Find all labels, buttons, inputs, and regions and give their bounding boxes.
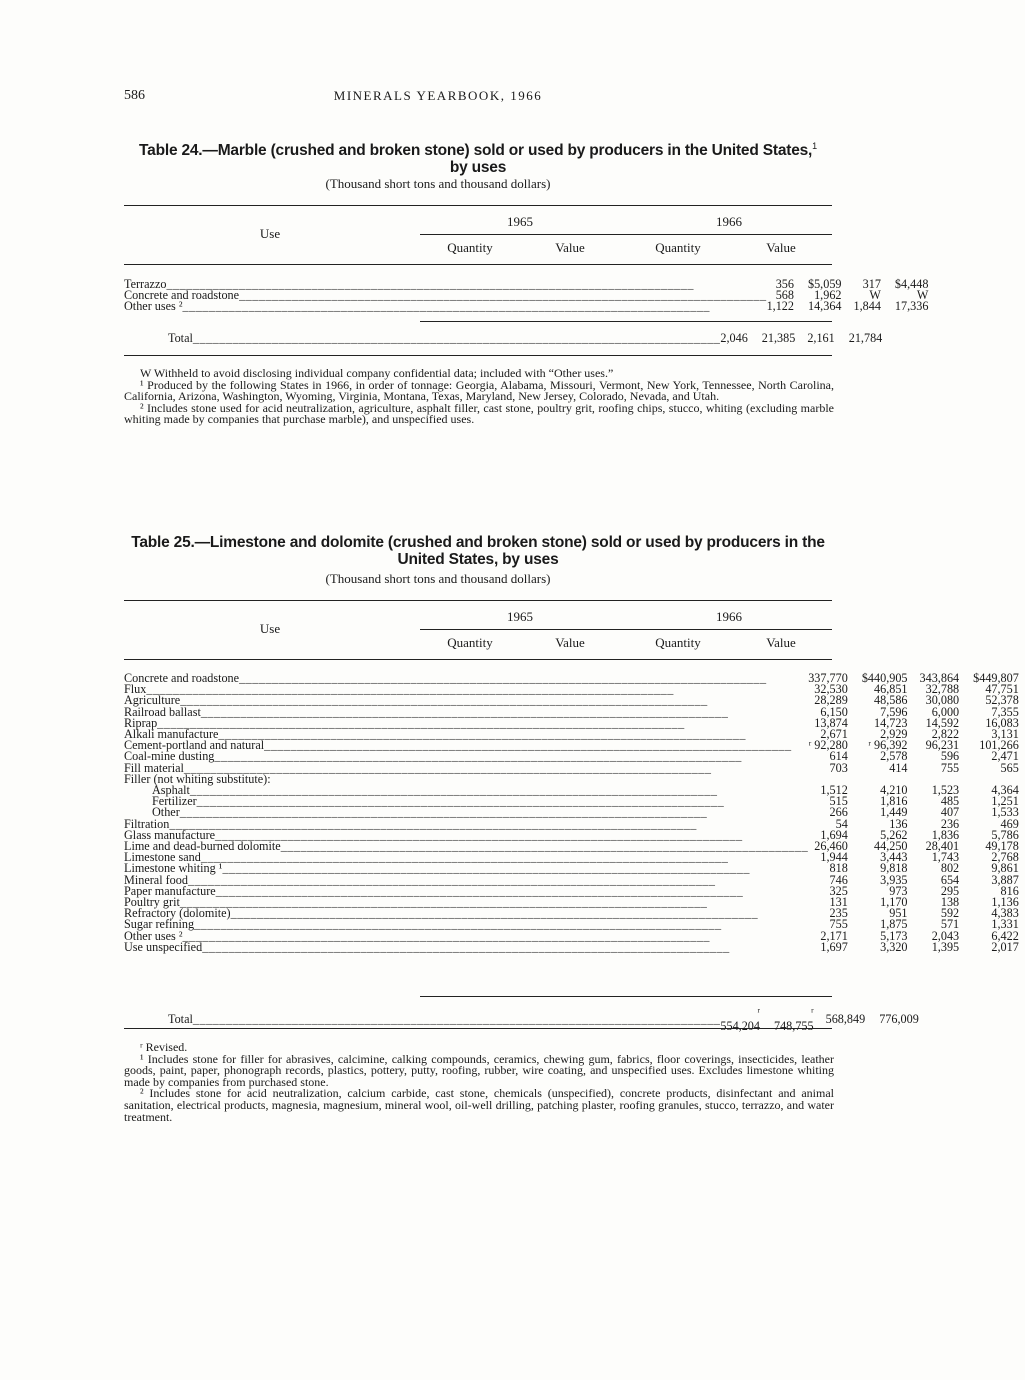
table25-quantity-1966: 568,849: [825, 1012, 866, 1026]
table25-quantity-1965: 818: [829, 861, 848, 876]
table25-quantity-1966: 1,523: [931, 783, 960, 798]
table25-value-1965: $440,905: [861, 671, 908, 685]
table25-quantity-1966: 1,395: [931, 939, 960, 954]
table25-quantity-1966: 592: [940, 906, 960, 921]
table25-use-label: Fertilizer: [152, 794, 197, 809]
table25-title-line1: Table 25.—Limestone and dolomite (crushed and broken stone) sold or used by producers in the: [131, 534, 825, 551]
table25-year-rule: [420, 629, 832, 630]
leader-dots: ________________________________________________________________________________: [202, 939, 730, 954]
table25-use-label: Alkali manufacture: [124, 727, 219, 742]
table25-use-label: Other: [152, 805, 180, 820]
table25-quantity-1965: 325: [829, 883, 848, 898]
table24-value-1966: W: [916, 288, 929, 303]
table25-value-1965: 3,320: [880, 939, 908, 954]
table24-v66-header: Value: [766, 240, 796, 255]
table25-value-1966: 101,266: [979, 738, 1019, 753]
leader-dots: ________________________________________________________________________________: [146, 682, 674, 697]
table25-quantity-1966: 1,836: [931, 827, 960, 842]
table25-use-label: Mineral food: [124, 872, 188, 887]
table25-use-label: Total: [168, 1012, 193, 1026]
table25-quantity-1965: 26,460: [814, 839, 848, 854]
table24-quantity-1965: 568: [775, 288, 794, 303]
table25-quantity-1965: 746: [829, 872, 848, 887]
table25-value-1965: 3,935: [880, 872, 908, 887]
table24-title: [120, 138, 836, 176]
table25-quantity-1965: 1,694: [820, 827, 848, 842]
table25-value-1966: 6,422: [991, 928, 1019, 943]
table25-bottom-rule: [124, 1028, 832, 1029]
table25-use-label: Glass manufacture: [124, 827, 216, 842]
table24-value-1965: 21,385: [761, 331, 796, 345]
table24-total-row: [124, 331, 888, 345]
leader-dots: ________________________________________________________________________________: [194, 917, 722, 932]
table25-footnote: ʳ Revised.: [140, 1040, 188, 1054]
table25-use-label: Limestone whiting ¹: [124, 861, 223, 876]
table25-quantity-1966: 96,231: [925, 738, 960, 753]
table25-quantity-1965: 2,171: [820, 928, 848, 943]
table24-header-rule: [124, 264, 832, 265]
table25-quantity-1965: 28,289: [814, 693, 848, 708]
table25-quantity-1965: 337,770: [808, 671, 848, 685]
table24-quantity-1965: 356: [775, 277, 794, 291]
table25-quantity-1965: 515: [829, 794, 848, 809]
table25-value-1966: 49,178: [985, 839, 1019, 854]
table25-quantity-1965: 1,944: [820, 850, 848, 865]
table25-total-rule: [420, 996, 832, 997]
table25-value-1966: 4,383: [991, 906, 1019, 921]
table25-quantity-1965: 13,874: [814, 715, 848, 730]
table25-quantity-1966: 596: [940, 749, 960, 764]
leader-dots: ________________________________________________________________________________: [179, 895, 708, 910]
table24-use-header: Use: [259, 226, 281, 241]
table25-value-1966: 816: [1000, 883, 1019, 898]
table24-use-label: Concrete and roadstone: [124, 288, 240, 303]
table25-value-1966: 469: [1000, 816, 1019, 831]
table24-q66-header: Quantity: [655, 240, 701, 255]
table24-footnotes: [124, 368, 834, 426]
table25-use-label: Filler (not whiting substitute):: [124, 771, 271, 786]
table25-quantity-1965: ʳ 554,204: [720, 1005, 760, 1033]
table25-value-1965: 1,170: [880, 895, 908, 910]
table25-quantity-1966: 30,080: [925, 693, 960, 708]
table25-value-1966: 4,364: [991, 783, 1019, 798]
table25-value-1965: 414: [889, 760, 908, 775]
leader-dots: ________________________________________________________________________________: [200, 850, 729, 865]
table25-year1-header: 1965: [507, 609, 533, 624]
table25-value-1965: 5,173: [880, 928, 908, 943]
leader-dots: ________________________________________________________________________________: [169, 816, 697, 831]
table25-use-label: Poultry grit: [124, 895, 180, 910]
table24-year1-header: 1965: [507, 214, 533, 229]
table25-quantity-1965: 266: [829, 805, 848, 820]
table25-header-rule: [124, 659, 832, 660]
table25-row: [124, 942, 1025, 953]
table24-quantity-1965: 2,046: [720, 331, 748, 345]
table25-value-1966: 1,331: [991, 917, 1019, 932]
table25-use-label: Sugar refining: [124, 917, 195, 932]
table24-total-rule: [420, 321, 832, 322]
running-head: MINERALS YEARBOOK, 1966: [333, 88, 543, 103]
table25-quantity-1966: 343,864: [919, 671, 960, 685]
table24-quantity-1966: 1,844: [853, 299, 881, 314]
table25-value-1965: 3,443: [880, 850, 908, 865]
table24-quantity-1965: 1,122: [766, 299, 794, 314]
table25-quantity-1966: 6,000: [931, 704, 960, 719]
table24-value-1966: 17,336: [894, 299, 929, 314]
table25-quantity-1965: 755: [829, 917, 848, 932]
leader-dots: ________________________________________________________________________________: [200, 704, 729, 719]
table25-quantity-1965: 54: [835, 816, 848, 831]
table25-v66-header: Value: [766, 635, 796, 650]
table25-footnotes: [124, 1042, 834, 1123]
table25-quantity-1966: 802: [940, 861, 960, 876]
table25-use-label: Flux: [124, 682, 147, 697]
table24-use-label: Other uses ²: [124, 299, 183, 314]
table25-use-label: Coal-mine dusting: [124, 749, 215, 764]
table25-use-label: Limestone sand: [124, 850, 201, 865]
table24-footnote: W Withheld to avoid disclosing individual company confidential data; included with “Other uses.”: [140, 366, 614, 380]
leader-dots: ________________________________________________________________________________: [239, 671, 767, 685]
table24-bottom-rule: [124, 355, 832, 356]
leader-dots: ________________________________________________________________________________: [239, 288, 767, 303]
table25-value-1966: 16,083: [985, 715, 1019, 730]
table25-use-label: Lime and dead-burned dolomite: [124, 839, 281, 854]
table25-value-1965: 951: [889, 906, 908, 921]
table25-top-rule: [124, 600, 832, 601]
table24-top-rule: [124, 205, 832, 206]
leader-dots: ________________________________________________________________________________: [214, 749, 742, 764]
table25-use-header: Use: [259, 621, 281, 636]
table25-q65-header: Quantity: [447, 635, 493, 650]
table25-value-1966: 2,471: [991, 749, 1019, 764]
leader-dots: ________________________________________________________________________________: [215, 827, 743, 842]
table24-quantity-1966: W: [869, 288, 881, 303]
table24-value-1965: $5,059: [807, 277, 842, 291]
table25-body: [124, 673, 1025, 953]
table24-quantity-1966: 317: [862, 277, 881, 291]
table25-value-1965: 1,816: [880, 794, 908, 809]
leader-dots: ________________________________________________________________________________: [157, 715, 685, 730]
table25-value-1966: 3,131: [991, 727, 1019, 742]
table25-use-label: Agriculture: [124, 693, 181, 708]
table25-value-1966: 7,355: [991, 704, 1019, 719]
leader-dots: ________________________________________________________________________________: [230, 906, 759, 921]
table25-value-1965: 973: [889, 883, 908, 898]
table24-use-cell: [124, 301, 767, 312]
table25-footnote: ¹ Includes stone for filler for abrasives, calcimine, calking compounds, ceramics, chewing gum, fabrics, floor coverings, insecticides, leather goods, paint, paper, phonograph records, plastics, pottery, putty, roofing, rubber, wire coating, and unspecified uses. Excludes limestone whiting made by companies from purchased stone.: [124, 1051, 834, 1089]
table25-value-1966: 5,786: [991, 827, 1019, 842]
table24-total: [124, 331, 888, 345]
table25-quantity-1965: 1,697: [820, 939, 848, 954]
table25-quantity-1966: 28,401: [925, 839, 960, 854]
leader-dots: ________________________________________________________________________________: [222, 861, 750, 876]
leader-dots: ________________________________________________________________________________: [182, 928, 710, 943]
table25-quantity-1965: 235: [829, 906, 848, 921]
table25-footnote: ² Includes stone for acid neutralization, calcium carbide, cast stone, chemicals (unspecified), concrete products, disinfectant and animal sanitation, electrical products, magnesia, magnesium, mineral wool, oil-well drilling, patching plaster, roofing granules, stucco, terrazzo, and water treatment.: [124, 1086, 834, 1124]
table25-value-1965: 1,449: [880, 805, 908, 820]
table25-quantity-1966: 14,592: [925, 715, 960, 730]
table25-value-1965: 14,723: [874, 715, 908, 730]
table25-value-1965: 7,596: [880, 704, 908, 719]
table25-year2-header: 1966: [716, 609, 742, 624]
table25-quantity-1966: 571: [940, 917, 960, 932]
table24-value-1966: $4,448: [894, 277, 929, 291]
leader-dots: ________________________________________________________________________________: [166, 277, 694, 291]
table25-quantity-1965: 6,150: [820, 704, 848, 719]
table25-value-1965: ʳ 96,392: [868, 738, 908, 753]
table24-row: [124, 301, 934, 312]
table25-value-1966: 47,751: [985, 682, 1019, 697]
table25-quantity-1966: 654: [940, 872, 960, 887]
table25-quantity-1965: 1,512: [820, 783, 848, 798]
table25-quantity-1965: 2,671: [820, 727, 848, 742]
table25-value-1965: 48,586: [874, 693, 908, 708]
table25-use-label: Railroad ballast: [124, 704, 201, 719]
table24-title-footnote-mark: 1: [812, 141, 817, 151]
table25-use-label: Paper manufacture: [124, 883, 216, 898]
leader-dots: ________________________________________________________________________________: [192, 1012, 721, 1026]
table24-title-line1: Table 24.—Marble (crushed and broken stone) sold or used by producers in the United States,: [139, 142, 813, 160]
table24-value-1965: 1,962: [814, 288, 842, 303]
table25-value-1965: 136: [889, 816, 908, 831]
table25-value-1965: 46,851: [874, 682, 908, 697]
leader-dots: ________________________________________________________________________________: [196, 794, 725, 809]
leader-dots: ________________________________________________________________________________: [179, 805, 708, 820]
table25-quantity-1965: 614: [829, 749, 848, 764]
table24-footnote: ¹ Produced by the following States in 1966, in order of tonnage: Georgia, Alabama, Missouri, Vermont, New York, Tennessee, North Carolina, California, Arizona, Washington, Wyoming, Virginia, Montana, Texas, Maryland, New Jersey, Colorado, Nevada, and Utah.: [124, 377, 834, 404]
table24-value-1966: 21,784: [848, 331, 883, 345]
table24-use-cell: [124, 331, 720, 345]
table25-q66-header: Quantity: [655, 635, 701, 650]
table25-use-label: Refractory (dolomite): [124, 906, 231, 921]
table25-quantity-1966: 138: [940, 895, 960, 910]
table25-title: [120, 534, 836, 568]
table25-value-1965: 9,818: [880, 861, 908, 876]
table24-year-rule: [420, 234, 832, 235]
table25-value-1966: 52,378: [985, 693, 1019, 708]
leader-dots: ________________________________________________________________________________: [187, 872, 716, 887]
leader-dots: ________________________________________________________________________________: [264, 738, 792, 753]
table24-subtitle: (Thousand short tons and thousand dollars): [325, 176, 551, 191]
table25-use-cell: [124, 939, 808, 954]
leader-dots: ________________________________________________________________________________: [218, 727, 746, 742]
table25-quantity-1966: 755: [940, 760, 960, 775]
table25-title-line2: United States, by uses: [397, 551, 559, 568]
table25-quantity-1966: 32,788: [925, 682, 960, 697]
table25-quantity-1966: 2,822: [931, 727, 960, 742]
table25-value-1966: 1,533: [991, 805, 1019, 820]
table25-v65-header: Value: [555, 635, 585, 650]
table24-v65-header: Value: [555, 240, 585, 255]
table24-use-label: Terrazzo: [124, 277, 167, 291]
leader-dots: ________________________________________________________________________________: [182, 299, 710, 314]
table25-value-1966: 776,009: [879, 1012, 919, 1026]
table25-value-1966: 9,861: [991, 861, 1019, 876]
table25-quantity-1966: 1,743: [931, 850, 960, 865]
table25-use-label: Fill material: [124, 760, 184, 775]
table24-q65-header: Quantity: [447, 240, 493, 255]
table25-value-1966: 2,768: [991, 850, 1019, 865]
table25-value-1966: 2,017: [991, 939, 1019, 954]
table25-value-1965: 2,929: [880, 727, 908, 742]
table25-value-1965: 2,578: [880, 749, 908, 764]
table25-value-1966: 565: [1000, 760, 1019, 775]
table25-value-1965: ʳ 748,755: [773, 1005, 814, 1033]
leader-dots: ________________________________________________________________________________: [192, 331, 721, 345]
table24-title-line2: by uses: [449, 159, 507, 177]
leader-dots: ________________________________________________________________________________: [189, 783, 718, 798]
leader-dots: ________________________________________________________________________________: [183, 760, 712, 775]
table25-subtitle: (Thousand short tons and thousand dollars): [325, 571, 551, 586]
table25-use-label: Other uses ²: [124, 928, 183, 943]
table24-footnote: ² Includes stone used for acid neutralization, agriculture, asphalt filler, cast stone, poultry grit, roofing chips, stucco, whiting (excluding marble whiting made by companies that purchase marble), and unspecified uses.: [124, 400, 834, 427]
table25-value-1965: 4,210: [880, 783, 908, 798]
table25-value-1965: 5,262: [880, 827, 908, 842]
table25-use-label: Filtration: [124, 816, 170, 831]
table25-use-label: Concrete and roadstone: [124, 671, 240, 685]
table24-year2-header: 1966: [716, 214, 742, 229]
table25-use-label: Cement-portland and natural: [124, 738, 265, 753]
page-number: 586: [124, 88, 145, 103]
table25-quantity-1966: 407: [940, 805, 960, 820]
table25-use-label: Asphalt: [152, 783, 190, 798]
table25-value-1965: 1,875: [880, 917, 908, 932]
leader-dots: ________________________________________________________________________________: [180, 693, 708, 708]
table24-value-1965: 14,364: [807, 299, 842, 314]
table24-quantity-1966: 2,161: [807, 331, 835, 345]
table25-use-label: Use unspecified: [124, 939, 203, 954]
table25-quantity-1965: ʳ 92,280: [808, 738, 848, 753]
table25-quantity-1965: 131: [829, 895, 848, 910]
table24-body: [124, 279, 934, 313]
table25-quantity-1965: 703: [829, 760, 848, 775]
leader-dots: ________________________________________________________________________________: [280, 839, 809, 854]
table25-value-1965: 44,250: [874, 839, 908, 854]
table25-quantity-1966: 236: [940, 816, 960, 831]
table25-value-1966: 1,251: [991, 794, 1019, 809]
table25-value-1966: $449,807: [973, 671, 1019, 685]
table25-value-1966: 1,136: [991, 895, 1019, 910]
table25-quantity-1966: 2,043: [931, 928, 960, 943]
table25-quantity-1965: 32,530: [814, 682, 848, 697]
table25-value-1966: 3,887: [991, 872, 1019, 887]
table25-quantity-1966: 485: [940, 794, 960, 809]
table24-use-label: Total: [168, 331, 193, 345]
leader-dots: ________________________________________________________________________________: [215, 883, 744, 898]
table25-use-label: Riprap: [124, 715, 158, 730]
table25-quantity-1966: 295: [940, 883, 960, 898]
